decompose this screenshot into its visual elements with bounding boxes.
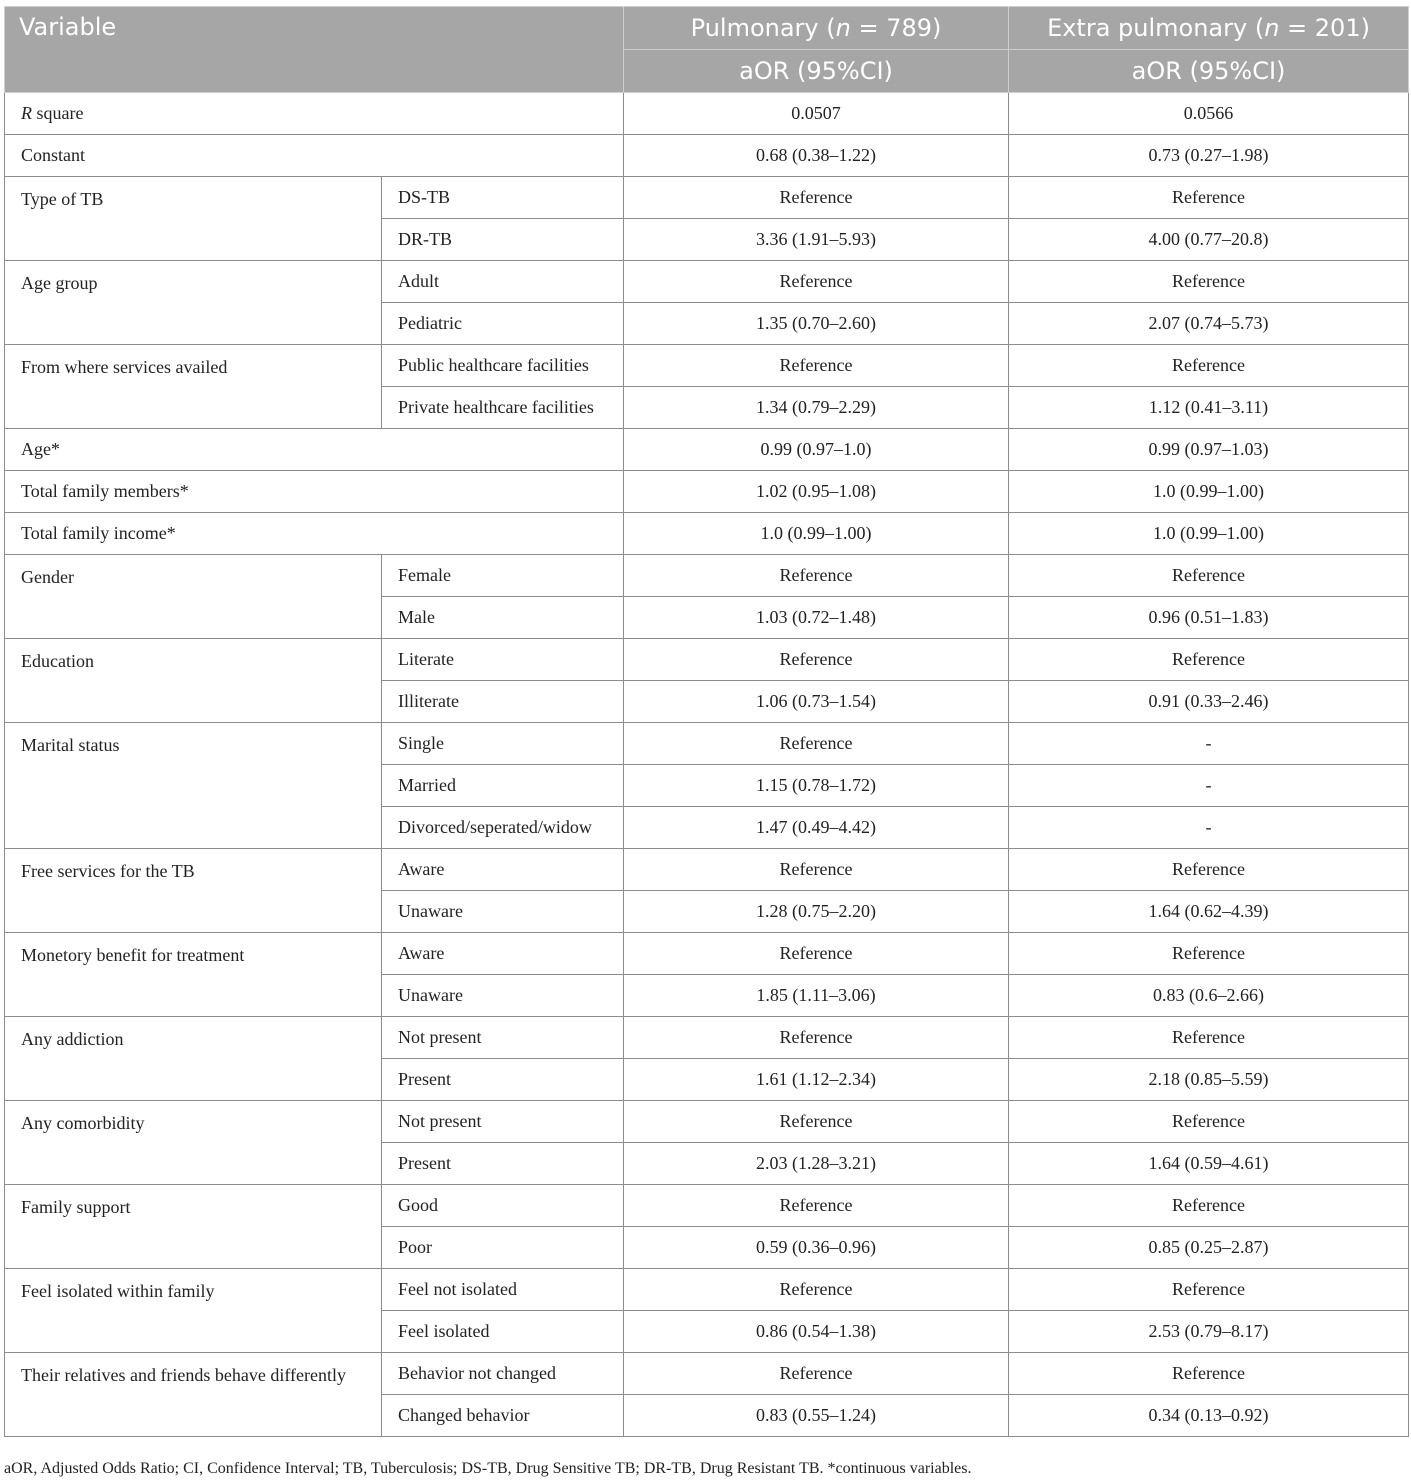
level-name: Good (382, 1185, 624, 1227)
table-row (5, 849, 1409, 891)
row-label-text: Total family members* (21, 481, 189, 501)
header-sub-extra: aOR (95%CI) (1009, 50, 1409, 93)
extra-pulmonary-value: Reference (1009, 345, 1409, 387)
extra-pulmonary-value: 2.18 (0.85–5.59) (1009, 1059, 1409, 1101)
extra-pulmonary-value: 0.96 (0.51–1.83) (1009, 597, 1409, 639)
table-row (5, 429, 1409, 471)
extra-pulmonary-value: 0.99 (0.97–1.03) (1009, 429, 1409, 471)
level-name: Married (382, 765, 624, 807)
pulmonary-value: 1.02 (0.95–1.08) (624, 471, 1009, 513)
pulmonary-value: Reference (624, 849, 1009, 891)
pulmonary-value: 1.28 (0.75–2.20) (624, 891, 1009, 933)
table-container (4, 6, 1408, 1437)
level-name: Aware (382, 933, 624, 975)
variable-name: Any comorbidity (5, 1101, 382, 1185)
header-variable: Variable (5, 7, 624, 93)
extra-pulmonary-value: 1.0 (0.99–1.00) (1009, 471, 1409, 513)
header-pulmonary (624, 7, 1009, 50)
pulmonary-value: 1.03 (0.72–1.48) (624, 597, 1009, 639)
pulmonary-value: Reference (624, 1353, 1009, 1395)
row-label-text: Constant (21, 145, 86, 165)
level-name: Changed behavior (382, 1395, 624, 1437)
variable-name: Monetory benefit for treatment (5, 933, 382, 1017)
header-pulmonary-n: n (835, 14, 851, 42)
table-row (5, 513, 1409, 555)
level-name: Unaware (382, 975, 624, 1017)
header-extra-count: = 201) (1279, 14, 1370, 42)
pulmonary-value: 3.36 (1.91–5.93) (624, 219, 1009, 261)
variable-name: Their relatives and friends behave differently (5, 1353, 382, 1437)
level-name: Divorced/seperated/widow (382, 807, 624, 849)
variable-name: Marital status (5, 723, 382, 849)
extra-pulmonary-value: 1.0 (0.99–1.00) (1009, 513, 1409, 555)
table-row (5, 261, 1409, 303)
pulmonary-value: 1.06 (0.73–1.54) (624, 681, 1009, 723)
table-row (5, 177, 1409, 219)
extra-pulmonary-value: Reference (1009, 639, 1409, 681)
table-row (5, 1185, 1409, 1227)
pulmonary-value: Reference (624, 345, 1009, 387)
extra-pulmonary-value: Reference (1009, 933, 1409, 975)
level-name: Public healthcare facilities (382, 345, 624, 387)
extra-pulmonary-value: 0.85 (0.25–2.87) (1009, 1227, 1409, 1269)
extra-pulmonary-value: Reference (1009, 1101, 1409, 1143)
variable-name: From where services availed (5, 345, 382, 429)
pulmonary-value: 2.03 (1.28–3.21) (624, 1143, 1009, 1185)
table-row (5, 1353, 1409, 1395)
variable-name: Feel isolated within family (5, 1269, 382, 1353)
extra-pulmonary-value: 0.73 (0.27–1.98) (1009, 135, 1409, 177)
level-name: Pediatric (382, 303, 624, 345)
level-name: Male (382, 597, 624, 639)
pulmonary-value: Reference (624, 1017, 1009, 1059)
header-extra-pulmonary (1009, 7, 1409, 50)
header-sub-pulmonary: aOR (95%CI) (624, 50, 1009, 93)
row-label (5, 135, 624, 177)
table-row (5, 1101, 1409, 1143)
pulmonary-value: Reference (624, 1101, 1009, 1143)
row-label-text: Total family income* (21, 523, 176, 543)
level-name: Present (382, 1059, 624, 1101)
level-name: Unaware (382, 891, 624, 933)
table-row (5, 1017, 1409, 1059)
pulmonary-value: 0.68 (0.38–1.22) (624, 135, 1009, 177)
table-row (5, 555, 1409, 597)
extra-pulmonary-value: 0.34 (0.13–0.92) (1009, 1395, 1409, 1437)
pulmonary-value: 1.34 (0.79–2.29) (624, 387, 1009, 429)
pulmonary-value: Reference (624, 723, 1009, 765)
table-row (5, 93, 1409, 135)
table-row (5, 639, 1409, 681)
pulmonary-value: 1.35 (0.70–2.60) (624, 303, 1009, 345)
level-name: Feel isolated (382, 1311, 624, 1353)
extra-pulmonary-value: Reference (1009, 177, 1409, 219)
level-name: Adult (382, 261, 624, 303)
table-row (5, 345, 1409, 387)
level-name: Female (382, 555, 624, 597)
pulmonary-value: 1.85 (1.11–3.06) (624, 975, 1009, 1017)
level-name: Aware (382, 849, 624, 891)
level-name: Illiterate (382, 681, 624, 723)
extra-pulmonary-value: Reference (1009, 1269, 1409, 1311)
extra-pulmonary-value: Reference (1009, 555, 1409, 597)
header-extra-n: n (1264, 14, 1280, 42)
extra-pulmonary-value: Reference (1009, 849, 1409, 891)
extra-pulmonary-value: 2.07 (0.74–5.73) (1009, 303, 1409, 345)
level-name: DS-TB (382, 177, 624, 219)
table-body (5, 93, 1409, 1437)
extra-pulmonary-value: 0.83 (0.6–2.66) (1009, 975, 1409, 1017)
header-pulmonary-count: = 789) (850, 14, 942, 42)
extra-pulmonary-value: Reference (1009, 1185, 1409, 1227)
pulmonary-value: Reference (624, 1185, 1009, 1227)
level-name: Not present (382, 1101, 624, 1143)
extra-pulmonary-value: 0.91 (0.33–2.46) (1009, 681, 1409, 723)
variable-name: Age group (5, 261, 382, 345)
header-pulmonary-name: Pulmonary ( (690, 14, 836, 42)
pulmonary-value: 0.86 (0.54–1.38) (624, 1311, 1009, 1353)
row-label-text: Age* (21, 439, 60, 459)
level-name: Behavior not changed (382, 1353, 624, 1395)
extra-pulmonary-value: - (1009, 723, 1409, 765)
extra-pulmonary-value: - (1009, 765, 1409, 807)
extra-pulmonary-value: - (1009, 807, 1409, 849)
pulmonary-value: 0.83 (0.55–1.24) (624, 1395, 1009, 1437)
pulmonary-value: Reference (624, 1269, 1009, 1311)
pulmonary-value: Reference (624, 639, 1009, 681)
extra-pulmonary-value: Reference (1009, 1017, 1409, 1059)
pulmonary-value: Reference (624, 177, 1009, 219)
level-name: Private healthcare facilities (382, 387, 624, 429)
pulmonary-value: 1.47 (0.49–4.42) (624, 807, 1009, 849)
level-name: Poor (382, 1227, 624, 1269)
extra-pulmonary-value: 0.0566 (1009, 93, 1409, 135)
extra-pulmonary-value: 1.12 (0.41–3.11) (1009, 387, 1409, 429)
extra-pulmonary-value: 4.00 (0.77–20.8) (1009, 219, 1409, 261)
pulmonary-value: Reference (624, 933, 1009, 975)
level-name: Literate (382, 639, 624, 681)
pulmonary-value: 0.0507 (624, 93, 1009, 135)
pulmonary-value: 1.0 (0.99–1.00) (624, 513, 1009, 555)
level-name: Not present (382, 1017, 624, 1059)
table-row (5, 471, 1409, 513)
row-label (5, 513, 624, 555)
variable-name: Type of TB (5, 177, 382, 261)
level-name: Present (382, 1143, 624, 1185)
row-label (5, 471, 624, 513)
extra-pulmonary-value: 1.64 (0.62–4.39) (1009, 891, 1409, 933)
variable-name: Family support (5, 1185, 382, 1269)
level-name: Feel not isolated (382, 1269, 624, 1311)
variable-name: Any addiction (5, 1017, 382, 1101)
variable-name: Gender (5, 555, 382, 639)
variable-name: Free services for the TB (5, 849, 382, 933)
pulmonary-value: Reference (624, 261, 1009, 303)
row-label-text: square (32, 103, 84, 123)
pulmonary-value: Reference (624, 555, 1009, 597)
level-name: Single (382, 723, 624, 765)
table-row (5, 1269, 1409, 1311)
table-header (5, 7, 1409, 93)
row-label (5, 429, 624, 471)
row-label (5, 93, 624, 135)
extra-pulmonary-value: 1.64 (0.59–4.61) (1009, 1143, 1409, 1185)
table-row (5, 723, 1409, 765)
header-extra-name: Extra pulmonary ( (1047, 14, 1265, 42)
level-name: DR-TB (382, 219, 624, 261)
variable-name: Education (5, 639, 382, 723)
row-label-italic: R (21, 103, 32, 123)
pulmonary-value: 0.59 (0.36–0.96) (624, 1227, 1009, 1269)
regression-table (4, 6, 1409, 1437)
table-row (5, 933, 1409, 975)
extra-pulmonary-value: Reference (1009, 261, 1409, 303)
extra-pulmonary-value: 2.53 (0.79–8.17) (1009, 1311, 1409, 1353)
extra-pulmonary-value: Reference (1009, 1353, 1409, 1395)
table-row (5, 135, 1409, 177)
pulmonary-value: 1.61 (1.12–2.34) (624, 1059, 1009, 1101)
pulmonary-value: 1.15 (0.78–1.72) (624, 765, 1009, 807)
pulmonary-value: 0.99 (0.97–1.0) (624, 429, 1009, 471)
table-footnote: aOR, Adjusted Odds Ratio; CI, Confidence Interval; TB, Tuberculosis; DS-TB, Drug Sensitive TB; DR-TB, Drug Resistant TB. *continuous variables. (4, 1460, 972, 1477)
